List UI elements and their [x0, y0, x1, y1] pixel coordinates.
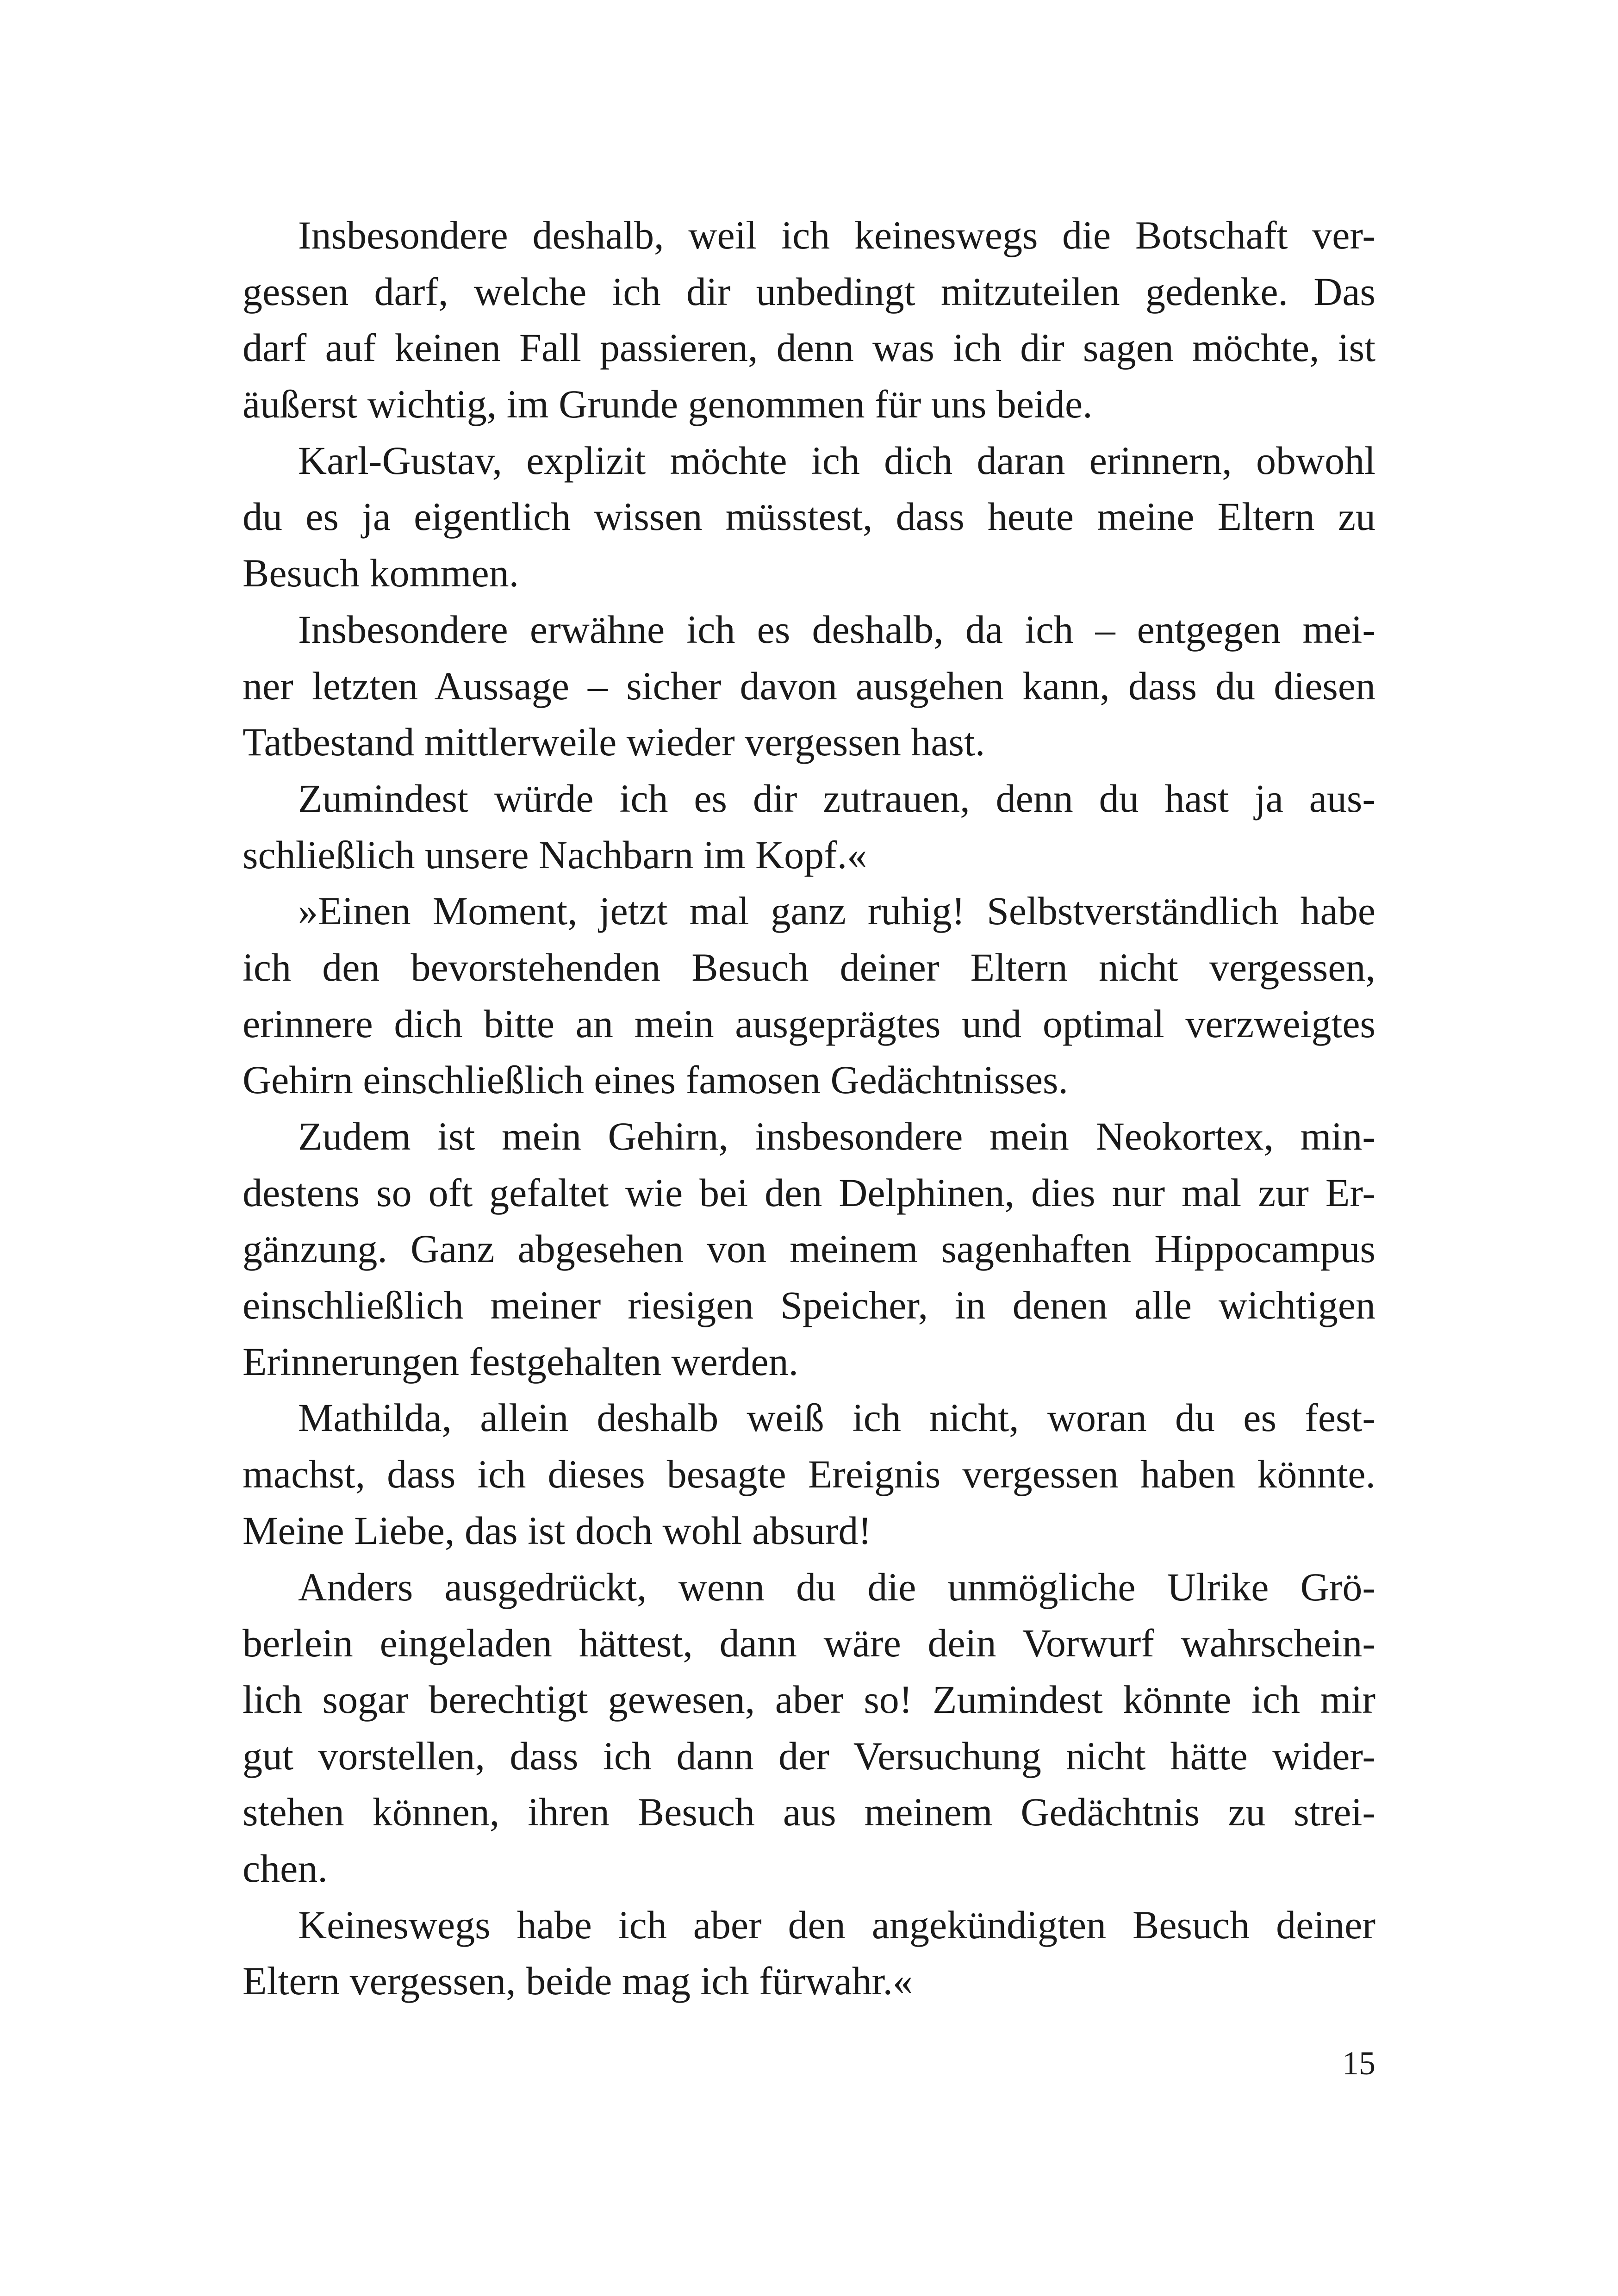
- text-line: erinnere dich bitte an mein ausgeprägtes und optimal verzweigtes: [243, 1001, 1375, 1046]
- text-line: gessen darf, welche ich dir unbedingt mitzuteilen gedenke. Das: [243, 269, 1375, 314]
- text-line: Mathilda, allein deshalb weiß ich nicht, woran du es fest-: [298, 1395, 1375, 1440]
- text-line: gänzung. Ganz abgesehen von meinem sagenhaften Hippocampus: [243, 1226, 1375, 1271]
- text-line: Eltern vergessen, beide mag ich fürwahr.«: [243, 1959, 913, 2004]
- text-line: gut vorstellen, dass ich dann der Versuchung nicht hätte wider-: [243, 1733, 1375, 1778]
- text-line: berlein eingeladen hättest, dann wäre dein Vorwurf wahrschein-: [243, 1621, 1375, 1666]
- text-line: Erinnerungen festgehalten werden.: [243, 1339, 799, 1384]
- text-line: Zudem ist mein Gehirn, insbesondere mein Neokortex, min-: [298, 1114, 1375, 1158]
- text-line: chen.: [243, 1846, 328, 1891]
- text-line: Tatbestand mittlerweile wieder vergessen hast.: [243, 720, 985, 765]
- text-line: Meine Liebe, das ist doch wohl absurd!: [243, 1508, 871, 1553]
- text-line: Insbesondere erwähne ich es deshalb, da ich – entgegen mei-: [298, 607, 1375, 652]
- body-text: [243, 207, 1375, 2010]
- text-line: schließlich unsere Nachbarn im Kopf.«: [243, 832, 867, 877]
- text-line: Besuch kommen.: [243, 551, 519, 596]
- text-line: darf auf keinen Fall passieren, denn was ich dir sagen möchte, ist: [243, 325, 1375, 370]
- text-line: stehen können, ihren Besuch aus meinem Gedächtnis zu strei-: [243, 1790, 1375, 1835]
- text-line: Gehirn einschließlich eines famosen Gedächtnisses.: [243, 1058, 1068, 1102]
- text-line: Zumindest würde ich es dir zutrauen, denn du hast ja aus-: [298, 776, 1375, 821]
- text-line: ich den bevorstehenden Besuch deiner Eltern nicht vergessen,: [243, 945, 1375, 989]
- text-line: einschließlich meiner riesigen Speicher, in denen alle wichtigen: [243, 1283, 1375, 1328]
- page-number: 15: [1342, 2045, 1375, 2082]
- text-line: du es ja eigentlich wissen müsstest, dass heute meine Eltern zu: [243, 494, 1375, 539]
- text-line: ner letzten Aussage – sicher davon ausgehen kann, dass du diesen: [243, 663, 1375, 708]
- text-line: lich sogar berechtigt gewesen, aber so! Zumindest könnte ich mir: [243, 1677, 1375, 1722]
- text-line: Insbesondere deshalb, weil ich keineswegs die Botschaft ver-: [298, 213, 1375, 257]
- text-line: »Einen Moment, jetzt mal ganz ruhig! Selbstverständlich habe: [298, 889, 1375, 933]
- text-line: Anders ausgedrückt, wenn du die unmögliche Ulrike Grö-: [298, 1564, 1375, 1609]
- text-line: äußerst wichtig, im Grunde genommen für uns beide.: [243, 382, 1093, 427]
- text-line: Keineswegs habe ich aber den angekündigten Besuch deiner: [298, 1902, 1375, 1947]
- text-line: Karl-Gustav, explizit möchte ich dich daran erinnern, obwohl: [298, 438, 1375, 483]
- text-line: machst, dass ich dieses besagte Ereignis vergessen haben könnte.: [243, 1452, 1375, 1497]
- text-line: destens so oft gefaltet wie bei den Delphinen, dies nur mal zur Er-: [243, 1170, 1375, 1215]
